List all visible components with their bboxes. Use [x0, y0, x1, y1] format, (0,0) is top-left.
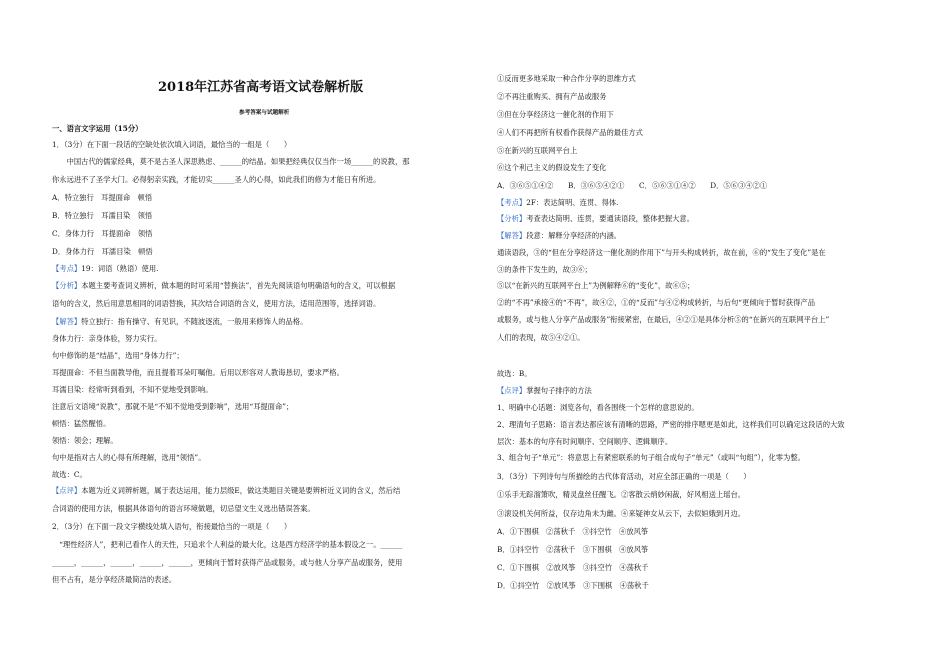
line-text: 故选：C。: [52, 470, 87, 479]
line-text: 故选：B。: [497, 369, 532, 378]
line-text: 段意：解释分享经济的内涵。: [526, 231, 622, 240]
text-line: [52, 385, 213, 394]
text-line: [52, 334, 161, 343]
line-text: 通读语段，③的“但在分享经济这一催化剂的作用下”与开头构成转折，故在前，⑥的“发生了变化”是在: [497, 248, 826, 257]
line-text: 1．（3分）在下面一段话的空缺处依次填入词语，最恰当的一组是（ ）: [52, 140, 292, 149]
text-line: [52, 247, 153, 256]
line-text: 领悟：领会；理解。: [52, 436, 118, 445]
line-text: C．身体力行 耳提面命 领悟: [52, 229, 153, 238]
line-text: ⑤在新兴的互联网平台上: [497, 146, 578, 155]
label-tag: 【点评】: [52, 486, 82, 495]
line-text: 耳濡目染：经常听到看到，不知不觉地受到影响。: [52, 385, 213, 394]
text-line: [497, 248, 826, 257]
text-line: [497, 92, 606, 101]
text-line: [52, 281, 395, 290]
text-line: [497, 281, 694, 290]
line-text: B．特立独行 耳濡目染 领悟: [52, 211, 153, 220]
label-tag: 【解答】: [497, 231, 527, 240]
text-line: [497, 420, 845, 429]
text-line: [52, 540, 402, 549]
line-text: 合词语的使用方法，根据具体语句的语言环境做题，切忌望文生义选出错误答案。: [52, 504, 315, 513]
text-line: [497, 509, 745, 518]
text-line: [52, 211, 152, 220]
page-subtitle: [239, 109, 289, 118]
line-text: B．①抖空竹 ②荡秋千 ③下围棋 ④放风筝: [497, 545, 649, 554]
label-tag: 【考点】: [52, 264, 82, 273]
text-line: [52, 436, 118, 445]
line-text: 3、组合句子“单元”：将意思上有紧密联系的句子组合成句子“单元”（或叫“句组”），化零为整。: [497, 453, 805, 462]
line-text: 参考答案与试题解析: [239, 110, 290, 116]
label-tag: 【解答】: [52, 317, 82, 326]
line-text: 中国古代的儒家经典，莫不是古圣人深思熟虑、______的结晶。如果把经典仅仅当作一场______的说教，那: [52, 157, 410, 166]
text-line: [497, 386, 592, 395]
text-line: [497, 315, 829, 324]
text-line: [497, 490, 745, 499]
text-line: [52, 229, 152, 238]
text-line: [52, 175, 380, 184]
line-text: 语句的含义，然后用意思相同的词语替换，其次结合词语的含义，使用方法，适用范围等，选择词语。: [52, 299, 381, 308]
text-line: [52, 522, 291, 531]
line-text: ①反而更多地采取一种合作分享的思维方式: [497, 74, 636, 83]
text-line: [52, 193, 152, 202]
text-line: [497, 110, 614, 119]
text-line: [52, 575, 176, 584]
line-text: 考查表达简明、连贯，要通读语段，整体把握大意。: [526, 214, 695, 223]
text-line: [497, 128, 643, 137]
label-tag: 【考点】: [497, 198, 527, 207]
line-text: 19：词语（熟语）使用.: [81, 264, 159, 273]
label-tag: 【分析】: [497, 214, 527, 223]
text-line: [52, 470, 87, 479]
page-title: [158, 80, 363, 96]
text-line: [497, 74, 636, 83]
text-line: [497, 298, 815, 307]
line-text: 特立独行：指有操守、有见识，不随波逐流，一般用来修饰人的品格。: [81, 317, 308, 326]
text-line: [497, 453, 805, 462]
line-text: 人们的表现，故⑤④②①。: [497, 333, 585, 342]
text-line: [52, 157, 410, 166]
text-line: [497, 563, 649, 572]
text-line: [52, 264, 158, 273]
text-line: [52, 486, 400, 495]
line-text: 1、明确中心话题：浏览各句，看各围绕一个怎样的意思说的。: [497, 403, 699, 412]
line-text: 2．（3分）在下面一段文字横线处填入语句，衔接最恰当的一项是（ ）: [52, 522, 292, 531]
line-text: ______，______，______，______，______，更倾向于暂时获得产品或服务，或与他人分享产品或服务，使用: [52, 558, 403, 567]
label-tag: 【点评】: [497, 386, 527, 395]
text-line: [52, 419, 110, 428]
line-text: 但不占有，是分享经济最简洁的表述。: [52, 575, 177, 584]
line-text: 本题主要考查词义辨析，做本题的时可采用“替换法”，首先先阅读语句明确语句的含义，可以根据: [81, 281, 396, 290]
line-text: 2018年江苏省高考语文试卷解析版: [158, 80, 364, 95]
section-heading: [52, 124, 142, 133]
text-line: [497, 369, 532, 378]
line-text: 2F：表达简明、连贯、得体.: [526, 198, 619, 207]
line-text: 一、语言文字运用（15分）: [52, 124, 143, 133]
line-text: A．特立独行 耳提面命 顿悟: [52, 193, 153, 202]
line-text: 3．（3分）下列诗句与所描绘的古代体育活动，对应全部正确的一项是（ ）: [497, 472, 751, 481]
line-text: 你永远进不了圣学大门。必得躬亲实践，才能切实______圣人的心得，如此我们的修为才能日有所进。: [52, 175, 381, 184]
text-line: [52, 317, 307, 326]
line-text: ③的条件下发生的，故③⑥；: [497, 265, 592, 274]
text-line: [497, 333, 585, 342]
line-text: 耳提面命：不但当面教导他，而且提着耳朵叮嘱他。后用以形容对人教诲恳切，要求严格。: [52, 368, 344, 377]
text-line: [497, 181, 767, 190]
text-line: [497, 472, 751, 481]
line-text: ②不再注重购买、拥有产品或服务: [497, 92, 607, 101]
text-line: [497, 403, 699, 412]
text-line: [52, 140, 291, 149]
text-line: [52, 402, 293, 411]
text-line: [52, 453, 205, 462]
line-text: 掌握句子排序的方法: [526, 386, 592, 395]
text-line: [497, 265, 592, 274]
line-text: 或服务，或与他人分享产品或服务”衔接紧密，在最后，④②①是具体分析⑤的“在新兴的互联网平台上”: [497, 315, 830, 324]
line-text: ⑥这个利己主义的假设发生了变化: [497, 163, 607, 172]
line-text: D．身体力行 耳濡目染 顿悟: [52, 247, 153, 256]
line-text: 本题为近义词辨析题，属于表达运用，能力层级E，做这类题目关键是要辨析近义词的含义，然后结: [81, 486, 401, 495]
text-line: [497, 146, 577, 155]
line-text: 2、理清句子思路：语言表达都应该有清晰的思路，严密的排序嗯更是如此，这样我们可以确定这段话的大致: [497, 420, 845, 429]
line-text: 身体力行：亲身体验，努力实行。: [52, 334, 162, 343]
line-text: 顿悟：猛然醒悟。: [52, 419, 111, 428]
label-tag: 【分析】: [52, 281, 82, 290]
text-line: [497, 581, 649, 590]
line-text: 句中修饰的是“结晶”，选用“身体力行”；: [52, 351, 184, 360]
line-text: ④人们不再把所有权看作获得产品的最佳方式: [497, 128, 643, 137]
line-text: “理性经济人”，把利己看作人的天性，只追求个人利益的最大化，这是西方经济学的基本假设之一。______: [52, 540, 403, 549]
line-text: 层次：基本的句序有时间顺序、空间顺序、逻辑顺序。: [497, 437, 673, 446]
line-text: D．①抖空竹 ②放风筝 ③下围棋 ④荡秋千: [497, 581, 649, 590]
text-line: [497, 437, 672, 446]
text-line: [52, 504, 315, 513]
text-line: [497, 231, 621, 240]
text-line: [497, 214, 694, 223]
text-line: [52, 368, 344, 377]
line-text: ③但在分享经济这一催化剂的作用下: [497, 110, 614, 119]
text-line: [52, 351, 184, 360]
line-text: ①乐手无踪溜箫吹，精灵盘丝任醒飞。②客散云绡妙闲裁，好风相送上瑶台。: [497, 490, 746, 499]
line-text: ⑤以“在新兴的互联网平台上”为例解释⑥的“变化”，故⑥⑤；: [497, 281, 695, 290]
text-line: [497, 163, 606, 172]
text-line: [497, 198, 618, 207]
text-line: [52, 558, 402, 567]
line-text: ②的“不再”承接④的“不再”，故④②，①的“反而”与④②构成转折，与后句“更倾向于暂时获得产品: [497, 298, 815, 307]
line-text: ③滚设机关何所益，仅存边角未为雌。④来疑神女从云下，去似姮娥到月边。: [497, 509, 746, 518]
line-text: A．①下围棋 ②荡秋千 ③抖空竹 ④放风筝: [497, 527, 649, 536]
line-text: C．①下围棋 ②放风筝 ③抖空竹 ④荡秋千: [497, 563, 649, 572]
text-line: [497, 527, 648, 536]
text-line: [52, 299, 380, 308]
text-line: [497, 545, 648, 554]
line-text: 注意后文语境“说教”，那就不是“不知不觉地受到影响”，选用“耳提面命”；: [52, 402, 294, 411]
line-text: A．③⑥⑤①④② B．③⑥⑤④②① C．⑤⑥③①④② D．⑤⑥③④②①: [497, 181, 768, 190]
line-text: 句中是指对古人的心得有所理解，选用“领悟”。: [52, 453, 206, 462]
